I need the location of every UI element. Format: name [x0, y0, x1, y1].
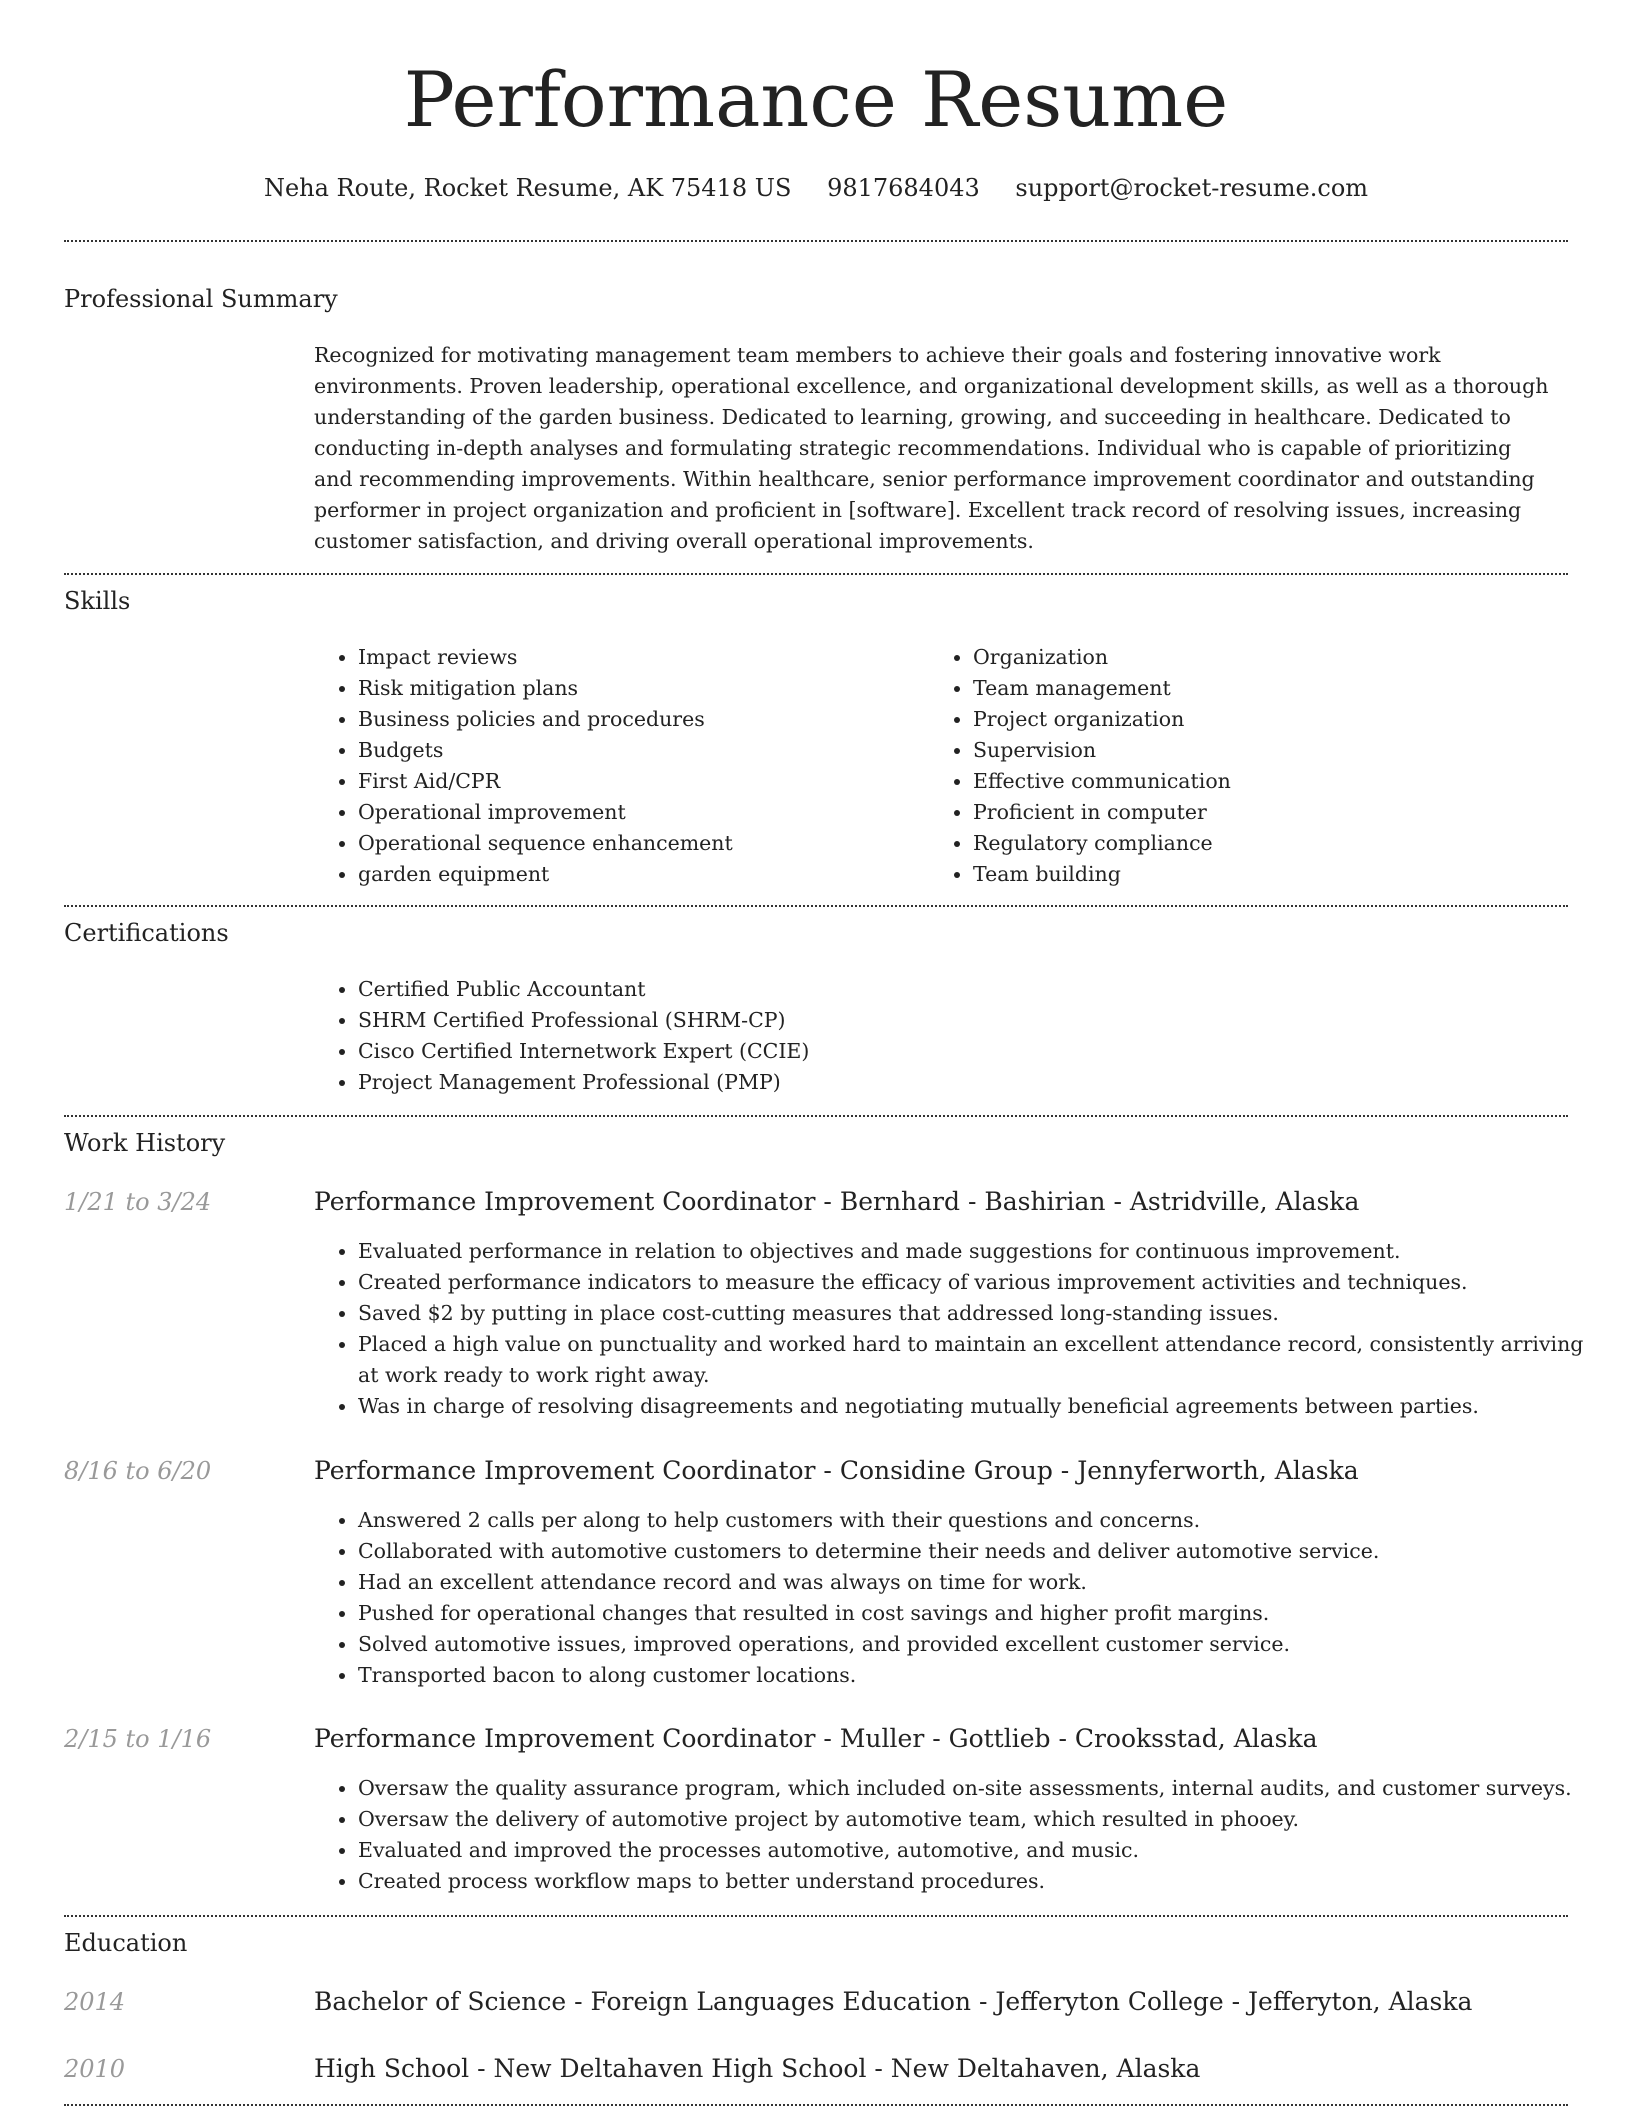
certification-item: • Project Management Professional (PMP) — [358, 1067, 1598, 1098]
skill-item: • Risk mitigation plans — [358, 673, 918, 704]
section-title-skills: Skills — [64, 587, 131, 615]
resume-name: Performance Resume — [403, 55, 1229, 144]
job-heading: Performance Improvement Coordinator - Considine Group - Jennyferworth, Alaska — [314, 1456, 1359, 1485]
skill-item: • Impact reviews — [358, 642, 918, 673]
job-bullet: • Evaluated and improved the processes automotive, automotive, and music. — [358, 1835, 1598, 1866]
job-bullet: • Had an excellent attendance record and was always on time for work. — [358, 1567, 1598, 1598]
job-bullet: • Was in charge of resolving disagreements and negotiating mutually beneficial agreements between parties. — [358, 1391, 1598, 1422]
skills-list-left — [314, 642, 918, 890]
skill-item: • Project organization — [973, 704, 1533, 735]
section-title-summary: Professional Summary — [64, 285, 338, 313]
job-bullet: • Evaluated performance in relation to objectives and made suggestions for continuous improvement. — [358, 1236, 1598, 1267]
skill-item: • Effective communication — [973, 766, 1533, 797]
contact-phone: 9817684043 — [827, 174, 980, 202]
skill-item: • Team building — [973, 859, 1533, 890]
education-heading: High School - New Deltahaven High School - New Deltahaven, Alaska — [314, 2054, 1201, 2083]
job-bullets — [314, 1505, 1598, 1691]
job-bullets — [314, 1236, 1598, 1422]
skill-item: • Budgets — [358, 735, 918, 766]
job-dates: 8/16 to 6/20 — [64, 1457, 212, 1485]
certification-item: • Cisco Certified Internetwork Expert (CCIE) — [358, 1036, 1598, 1067]
divider — [64, 573, 1568, 575]
skill-item: • First Aid/CPR — [358, 766, 918, 797]
certification-item: • Certified Public Accountant — [358, 974, 1598, 1005]
job-bullet: • Placed a high value on punctuality and worked hard to maintain an excellent attendance record, consistently arriving at work ready to work right away. — [358, 1329, 1598, 1391]
skill-item: • Proficient in computer — [973, 797, 1533, 828]
skill-item: • Team management — [973, 673, 1533, 704]
skill-item: • garden equipment — [358, 859, 918, 890]
job-bullet: • Answered 2 calls per along to help customers with their questions and concerns. — [358, 1505, 1598, 1536]
skill-item: • Regulatory compliance — [973, 828, 1533, 859]
skill-item: • Organization — [973, 642, 1533, 673]
section-title-work-history: Work History — [64, 1129, 226, 1157]
contact-email[interactable]: support@rocket-resume.com — [1015, 174, 1369, 202]
job-bullets — [314, 1773, 1598, 1897]
divider — [64, 1115, 1568, 1117]
job-dates: 2/15 to 1/16 — [64, 1725, 212, 1753]
job-bullet: • Oversaw the delivery of automotive project by automotive team, which resulted in phooey. — [358, 1804, 1598, 1835]
contact-address: Neha Route, Rocket Resume, AK 75418 US — [263, 174, 792, 202]
job-bullet: • Saved $2 by putting in place cost-cutting measures that addressed long-standing issues. — [358, 1298, 1598, 1329]
divider — [64, 2104, 1568, 2106]
skill-item: • Supervision — [973, 735, 1533, 766]
job-bullet: • Created process workflow maps to better understand procedures. — [358, 1866, 1598, 1897]
section-title-education: Education — [64, 1929, 188, 1957]
job-bullet: • Oversaw the quality assurance program, which included on-site assessments, internal audits, and customer surveys. — [358, 1773, 1598, 1804]
skill-item: • Operational improvement — [358, 797, 918, 828]
job-heading: Performance Improvement Coordinator - Bernhard - Bashirian - Astridville, Alaska — [314, 1187, 1360, 1216]
job-bullet: • Solved automotive issues, improved operations, and provided excellent customer service. — [358, 1629, 1598, 1660]
education-year: 2014 — [64, 1988, 126, 2016]
job-bullet: • Collaborated with automotive customers to determine their needs and deliver automotive service. — [358, 1536, 1598, 1567]
contact-line — [0, 170, 1632, 206]
job-bullet: • Transported bacon to along customer locations. — [358, 1660, 1598, 1691]
education-heading: Bachelor of Science - Foreign Languages Education - Jefferyton College - Jefferyton, Alaska — [314, 1987, 1473, 2016]
summary-text: Recognized for motivating management team members to achieve their goals and fostering innovative work environments. Proven leadership, operational excellence, and organizational development skills, as well as a thorough understanding of the garden business. Dedicated to learning, growing, and succeeding in healthcare. Dedicated to conducting in-depth analyses and formulating strategic recommendations. Individual who is capable of prioritizing and recommending improvements. Within healthcare, senior performance improvement coordinator and outstanding performer in project organization and proficient in [software]. Excellent track record of resolving issues, increasing customer satisfaction, and driving overall operational improvements. — [314, 343, 1549, 553]
divider — [64, 905, 1568, 907]
skills-list-right — [929, 642, 1533, 890]
certifications-list — [314, 974, 1598, 1098]
skill-item: • Operational sequence enhancement — [358, 828, 918, 859]
job-bullet: • Pushed for operational changes that resulted in cost savings and higher profit margins. — [358, 1598, 1598, 1629]
certification-item: • SHRM Certified Professional (SHRM-CP) — [358, 1005, 1598, 1036]
divider — [64, 1915, 1568, 1917]
divider — [64, 240, 1568, 242]
job-bullet: • Created performance indicators to measure the efficacy of various improvement activities and techniques. — [358, 1267, 1598, 1298]
section-title-certifications: Certifications — [64, 919, 229, 947]
education-year: 2010 — [64, 2055, 126, 2083]
job-dates: 1/21 to 3/24 — [64, 1188, 212, 1216]
skill-item: • Business policies and procedures — [358, 704, 918, 735]
job-heading: Performance Improvement Coordinator - Muller - Gottlieb - Crooksstad, Alaska — [314, 1724, 1318, 1753]
